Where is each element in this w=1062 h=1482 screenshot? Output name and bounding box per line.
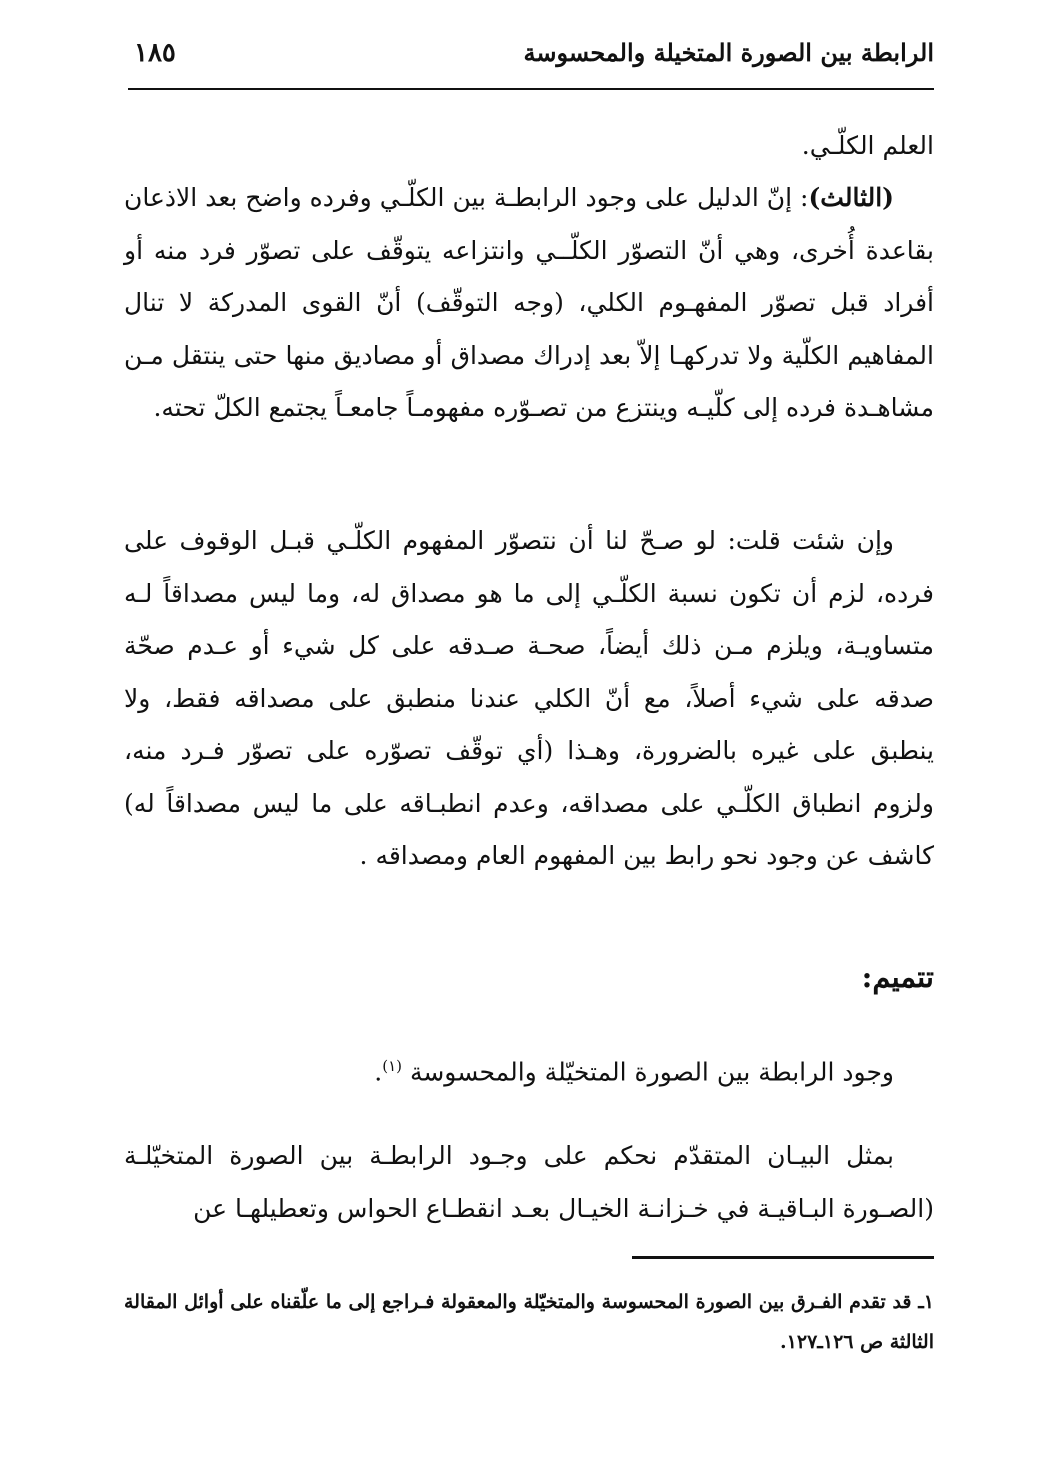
paragraph-continuation: العلم الكلّـي.	[801, 131, 934, 160]
running-title: الرابطة بين الصورة المتخيلة والمحسوسة	[523, 38, 934, 67]
paragraph-text: : إنّ الدليل على وجود الرابطـة بين الكلّـي وفرده واضح بعد الاذعان بقاعدة أُخرى، وهي أنّ التصوّر الكلّــي وانتزاعه يتوقّف على تصوّر فرد منه أو أفراد قبل تصوّر المفهـوم الكلي، (وجه التوقّف) أنّ القوى المدركة لا تنال المفاهيم الكلّية ولا تدركهـا إلاّ بعد إدراك مصداق أو مصاديق منها حتى ينتقل مـن مشاهـدة فرده إلى كلّيـه وينتزع من تصـوّره مفهومـاً جامعـاً يجتمع الكلّ تحته.	[124, 183, 934, 422]
footnote-separator	[632, 1256, 934, 1259]
paragraph-section: بمثل البيـان المتقدّم نحكم على وجـود الرابطـة بين الصورة المتخيّلـة (الصـورة البـاقيـة في خـزانـة الخيـال بعـد انقطـاع الحواس وتعطيلهـا عن	[124, 1141, 934, 1223]
body-text-opening	[124, 120, 934, 173]
paragraph-third-argument	[124, 172, 934, 435]
body-text-alternative	[124, 515, 934, 883]
page-header	[128, 36, 934, 84]
section-subtitle-text: وجود الرابطة بين الصورة المتخيّلة والمحسوسة	[409, 1057, 894, 1087]
header-rule	[128, 88, 934, 90]
section-subtitle	[374, 1040, 894, 1098]
paragraph-alternative: وإن شئت قلت: لو صـحّ لنا أن نتصوّر المفهوم الكلّـي قبـل الوقوف على فرده، لزم أن تكون نسبة الكلّـي إلى ما هو مصداق له، وما ليس مصداقاً لـه متساويـة، ويلزم مـن ذلك أيضاً، صحـة صـدقه على كل شيء أو عـدم صحّة صدقه على شيء أصلاً، مع أنّ الكلي عندنا منطبق على مصداقه فقط، ولا ينطبق على غيره بالضرورة، وهـذا (أي توقّف تصوّره على تصوّر فـرد منه، ولزوم انطباق الكلّـي على مصداقه، وعدم انطبـاقه على ما ليس مصداقاً له) كاشف عن وجود نحو رابط بين المفهوم العام ومصداقه .	[124, 526, 934, 870]
paragraph-label: (الثالث)	[808, 183, 894, 212]
subtitle-period: .	[374, 1057, 383, 1087]
body-text-section	[124, 1130, 934, 1235]
footnote-reference[interactable]: (١)	[382, 1057, 402, 1075]
page-number: ١٨٥	[134, 38, 176, 68]
section-heading: تتميم:	[861, 960, 934, 994]
footnote-1: ١ـ قد تقدم الفـرق بين الصورة المحسوسة والمتخيّلة والمعقولة فـراجع إلى ما علّقناه على أوائل المقالة الثالثة ص ١٢٦ـ١٢٧.	[124, 1291, 934, 1353]
body-text-third-argument	[124, 172, 934, 435]
